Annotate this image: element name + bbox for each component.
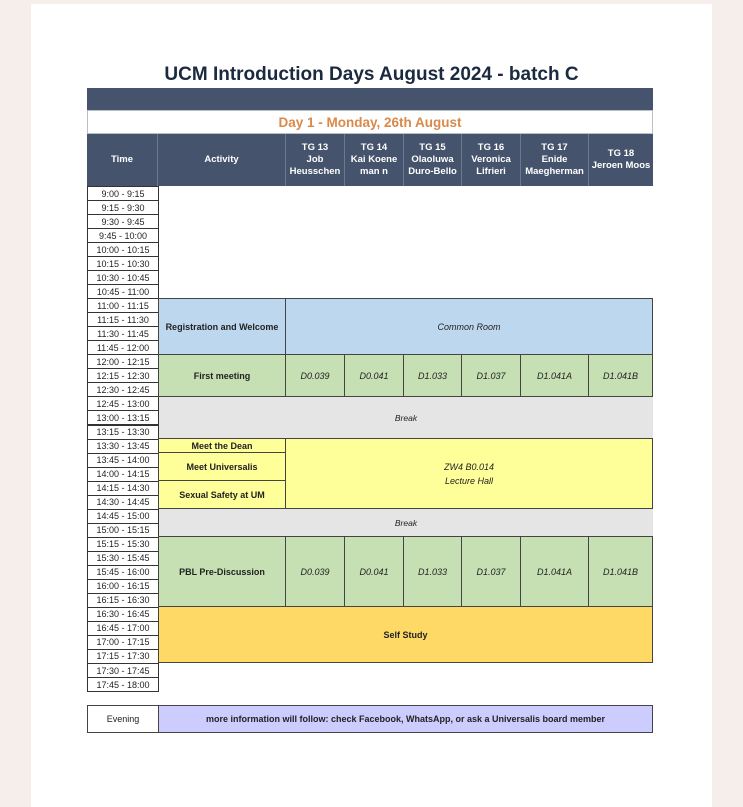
timeslot: 15:15 - 15:30 bbox=[87, 537, 159, 552]
timeslot: 17:00 - 17:15 bbox=[87, 635, 159, 650]
activity-pbl: PBL Pre-Discussion bbox=[158, 536, 286, 607]
timeslot: 14:45 - 15:00 bbox=[87, 509, 159, 524]
timeslot: 16:30 - 16:45 bbox=[87, 607, 159, 622]
col-header-tg14: TG 14 Kai Koeneman n bbox=[345, 134, 404, 186]
timeslot: 9:30 - 9:45 bbox=[87, 214, 159, 229]
timeslot: 10:45 - 11:00 bbox=[87, 284, 159, 299]
timeslot: 11:30 - 11:45 bbox=[87, 326, 159, 341]
room-tg14-pbl: D0.041 bbox=[344, 536, 404, 607]
col-header-tg16: TG 16 Veronica Lifrieri bbox=[462, 134, 521, 186]
timeslot: 12:00 - 12:15 bbox=[87, 354, 159, 369]
location-lecture-hall: ZW4 B0.014 Lecture Hall bbox=[285, 438, 653, 509]
header-band bbox=[87, 88, 653, 110]
col-header-activity: Activity bbox=[158, 134, 286, 186]
timeslot: 15:00 - 15:15 bbox=[87, 523, 159, 538]
activity-meet-dean: Meet the Dean bbox=[158, 438, 286, 453]
timeslot: 15:45 - 16:00 bbox=[87, 565, 159, 580]
timeslot: 17:15 - 17:30 bbox=[87, 649, 159, 664]
timeslot: 12:45 - 13:00 bbox=[87, 396, 159, 411]
timeslot: 10:30 - 10:45 bbox=[87, 270, 159, 285]
page-title: UCM Introduction Days August 2024 - batch C bbox=[164, 64, 579, 85]
activity-first-meeting: First meeting bbox=[158, 354, 286, 397]
timeslot: 11:15 - 11:30 bbox=[87, 312, 159, 327]
room-tg15-first-meeting: D1.033 bbox=[403, 354, 462, 397]
activity-registration: Registration and Welcome bbox=[158, 298, 286, 355]
room-tg17-first-meeting: D1.041A bbox=[520, 354, 589, 397]
room-tg13-first-meeting: D0.039 bbox=[285, 354, 345, 397]
timeslot: 13:15 - 13:30 bbox=[87, 425, 159, 440]
timeslot: 14:15 - 14:30 bbox=[87, 481, 159, 496]
room-tg15-pbl: D1.033 bbox=[403, 536, 462, 607]
timeslot: 10:00 - 10:15 bbox=[87, 242, 159, 257]
timeslot: 13:00 - 13:15 bbox=[87, 410, 159, 425]
timeslot: 12:30 - 12:45 bbox=[87, 382, 159, 397]
room-tg13-pbl: D0.039 bbox=[285, 536, 345, 607]
timeslot: 14:30 - 14:45 bbox=[87, 495, 159, 510]
timeslot: 16:15 - 16:30 bbox=[87, 593, 159, 608]
activity-self-study: Self Study bbox=[158, 606, 653, 663]
activity-meet-universalis: Meet Universalis bbox=[158, 452, 286, 481]
timeslot: 13:45 - 14:00 bbox=[87, 453, 159, 468]
room-tg16-pbl: D1.037 bbox=[461, 536, 521, 607]
timeslot: 16:45 - 17:00 bbox=[87, 621, 159, 636]
timeslot: 9:00 - 9:15 bbox=[87, 186, 159, 201]
day-label: Day 1 - Monday, 26th August bbox=[87, 110, 653, 134]
activity-sexual-safety: Sexual Safety at UM bbox=[158, 480, 286, 509]
col-header-tg17: TG 17 Enide Maegherman bbox=[521, 134, 589, 186]
room-tg17-pbl: D1.041A bbox=[520, 536, 589, 607]
timeslot: 17:45 - 18:00 bbox=[87, 677, 159, 692]
location-common-room: Common Room bbox=[285, 298, 653, 355]
room-tg18-first-meeting: D1.041B bbox=[588, 354, 653, 397]
room-tg18-pbl: D1.041B bbox=[588, 536, 653, 607]
timeslot: 13:30 - 13:45 bbox=[87, 439, 159, 454]
col-header-tg13: TG 13 Job Heusschen bbox=[286, 134, 345, 186]
timeslot: 16:00 - 16:15 bbox=[87, 579, 159, 594]
room-tg14-first-meeting: D0.041 bbox=[344, 354, 404, 397]
timeslot: 11:00 - 11:15 bbox=[87, 298, 159, 313]
timeslot: 9:15 - 9:30 bbox=[87, 200, 159, 215]
break-afternoon: Break bbox=[159, 509, 653, 536]
col-header-time: Time bbox=[87, 134, 158, 186]
break-lunch: Break bbox=[159, 397, 653, 438]
evening-info: more information will follow: check Facebook, WhatsApp, or ask a Universalis board member bbox=[158, 705, 653, 733]
timeslot: 14:00 - 14:15 bbox=[87, 467, 159, 482]
timeslot: 12:15 - 12:30 bbox=[87, 368, 159, 383]
room-tg16-first-meeting: D1.037 bbox=[461, 354, 521, 397]
timeslot: 10:15 - 10:30 bbox=[87, 256, 159, 271]
timeslot: 11:45 - 12:00 bbox=[87, 340, 159, 355]
col-header-tg18: TG 18 Jeroen Moos bbox=[589, 134, 653, 186]
timeslot: 17:30 - 17:45 bbox=[87, 663, 159, 678]
col-header-tg15: TG 15 Olaoluwa Duro-Bello bbox=[404, 134, 462, 186]
timeslot: 15:30 - 15:45 bbox=[87, 551, 159, 566]
timeslot: 9:45 - 10:00 bbox=[87, 228, 159, 243]
evening-label: Evening bbox=[87, 705, 159, 733]
